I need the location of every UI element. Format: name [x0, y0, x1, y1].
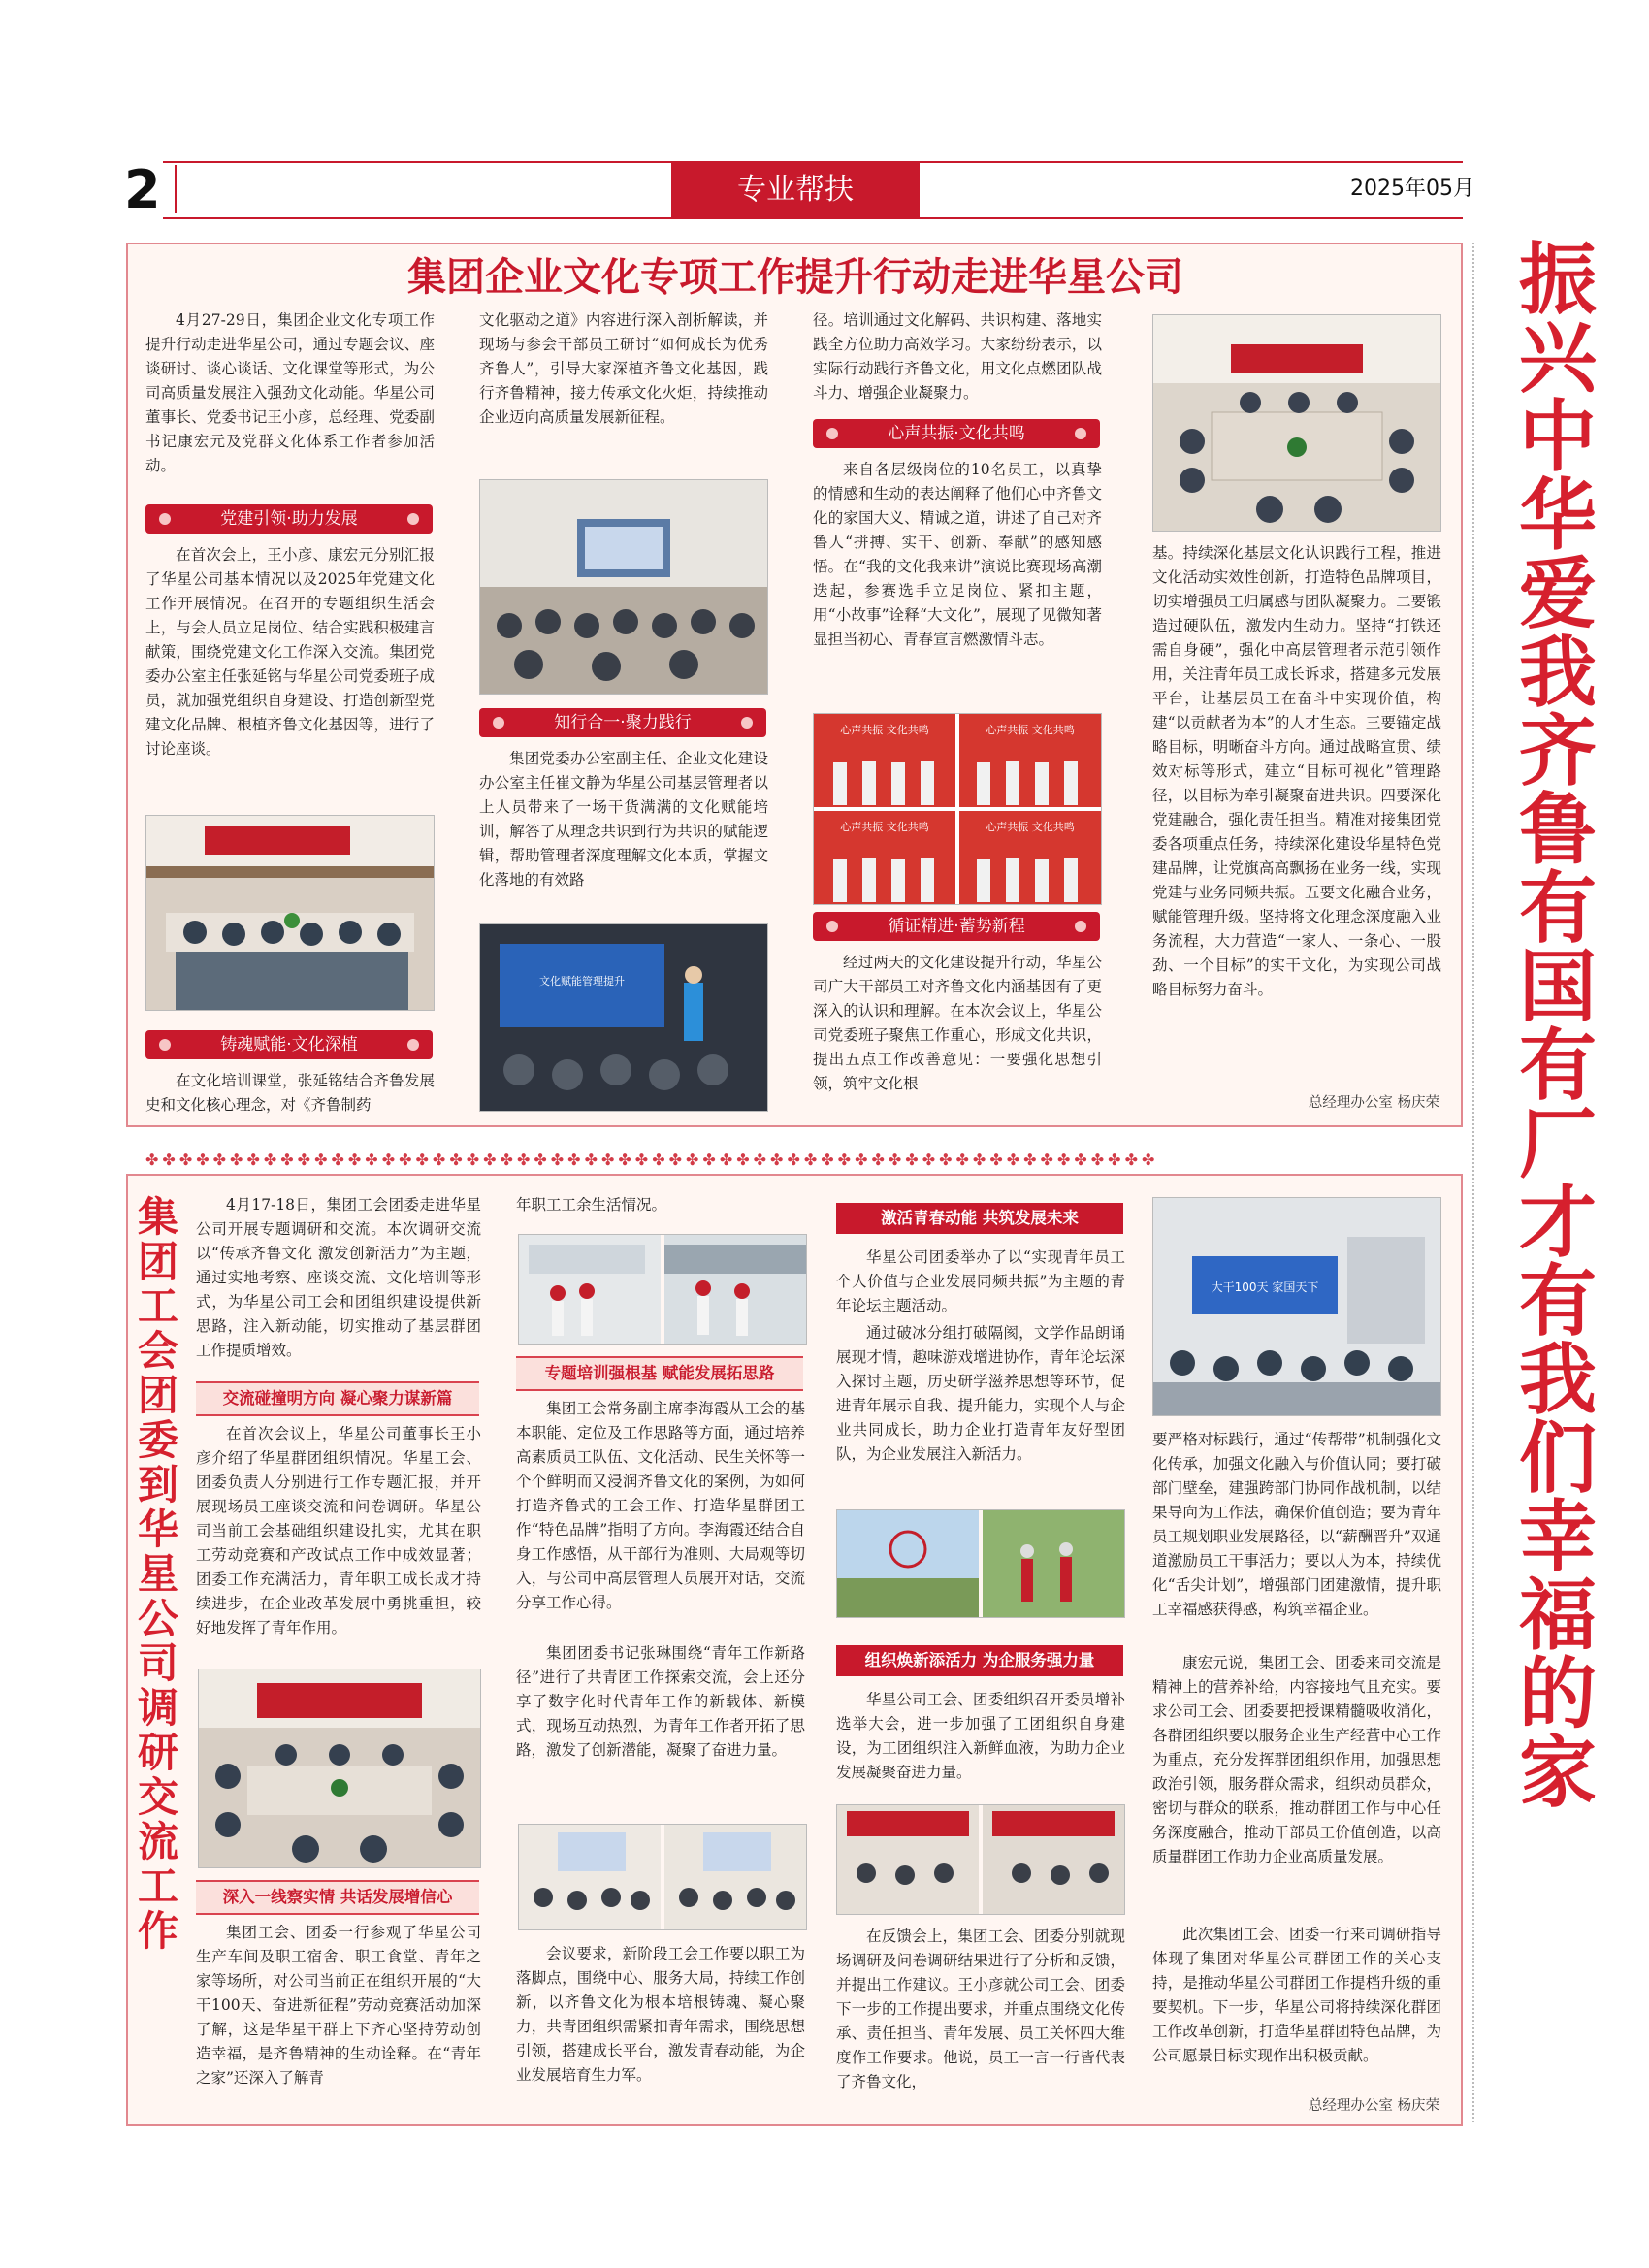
article1-paragraph: 基。持续深化基层文化认识践行工程，推进文化活动实效性创新，打造特色品牌项目，切实增强员工归属感与团队凝聚力。二要锻造过硬队伍，激发内生动力。坚持“打铁还需自身硬”，强化中高层管理者示范引领作用，关注青年员工成长诉求，搭建多元发展平台，让基层员工在奋斗中实现价值，构建“以贡献者为本”的人才生态。三要锚定战略目标，明晰奋斗方向。通过战略宣贯、绩效对标等形式，建立“目标可视化”管理路径，以目标为牵引凝聚奋进共识。四要深化党建融合，强化责任担当。精准对接集团党委各项重点任务，持续深化建设华星特色党建品牌，让党旗高高飘扬在业务一线，实现党建与业务同频共振。五要文化融合业务，赋能管理升级。坚持将文化理念深度融入业务流程，大力营造“一家人、一条心、一股劲、一个目标”的实干文化，为实现公司战略目标努力奋斗。 — [1152, 544, 1441, 998]
award-banner-text: 心声共振 文化共鸣 — [840, 724, 929, 736]
award-ceremony-image — [814, 714, 1101, 904]
vertical-slogan: 振兴中华 爱我齐鲁 有国有厂才有我们幸福的家 — [1519, 234, 1597, 1818]
exhibition-hall-image — [1153, 1198, 1440, 1415]
article1-photo-awards — [813, 713, 1102, 905]
article1-signature: 总经理办公室 杨庆荣 — [1308, 1095, 1439, 1111]
article2-subhead: 激活青春动能 共筑发展未来 — [836, 1203, 1123, 1234]
article1-paragraph: 在文化培训课堂，张延铭结合齐鲁发展史和文化核心理念，对《齐鲁制药 — [146, 1072, 435, 1114]
article1-paragraph: 集团党委办公室副主任、企业文化建设办公室主任崔文静为华星公司基层管理者以上人员带来了一场干货满满的文化赋能培训，解答了从理念共识到行为共识的赋能逻辑，帮助管理者深度理解文化本质，掌握文化落地的有效路 — [479, 750, 768, 889]
election-meeting-image — [837, 1805, 1124, 1914]
award-banner-text: 心声共振 文化共鸣 — [986, 724, 1075, 736]
article2-subhead: 深入一线察实情 共话发展增信心 — [196, 1880, 479, 1915]
article1-paragraph: 来自各层级岗位的10名员工，以真挚的情感和生动的表达阐释了他们心中齐鲁文化的家国大义、精诚之道，讲述了自己对齐鲁人“拼搏、实干、创新、奉献”的感知感悟。在“我的文化我来讲”演说比赛现场高潮迭起，参赛选手立足岗位、紧扣主题，用“小故事”诠释“大文化”，展现了见微知著显担当初心、青春宣言燃激情斗志。 — [813, 461, 1102, 648]
article1-subhead: 党建引领·助力发展 — [146, 504, 433, 534]
article1-paragraph: 径。培训通过文化解码、共识构建、落地实践全方位助力高效学习。大家纷纷表示，以实际行动践行齐鲁文化，用文化点燃团队战斗力、增强企业凝聚力。 — [813, 311, 1102, 402]
section-tab: 专业帮扶 — [671, 161, 920, 219]
lecture-image — [480, 924, 767, 1111]
article1-subhead: 心声共振·文化共鸣 — [813, 419, 1100, 448]
article1-title: 集团企业文化专项工作提升行动走进华星公司 — [407, 255, 1183, 300]
issue-date: 2025年05月 — [1350, 177, 1474, 201]
article2-paragraph: 4月17-18日，集团工会团委走进华星公司开展专题调研和交流。本次调研交流以“传承齐鲁文化 激发创新活力”为主题，通过实地考察、座谈交流、文化培训等形式，为华星公司工会和团组织建设提供新思路，注入新动能，切实推动了基层群团工作提质增效。 — [196, 1196, 481, 1359]
article1-subhead: 知行合一·聚力践行 — [479, 708, 766, 737]
slogan-divider — [1472, 243, 1474, 2122]
article2-paragraph: 华星公司团委举办了以“实现青年员工个人价值与企业发展同频共振”为主题的青年论坛主题活动。 — [836, 1248, 1125, 1314]
article1-photo-meeting — [146, 815, 435, 1011]
article2-paragraph: 此次集团工会、团委一行来司调研指导体现了集团对华星公司群团工作的关心支持，是推动华星公司群团工作提档升级的重要契机。下一步，华星公司将持续深化群团工作改革创新，打造华星群团特色品牌，为公司愿景目标实现作出积极贡献。 — [1152, 1926, 1441, 2064]
article1-subhead: 循证精进·蓄势新程 — [813, 912, 1100, 941]
article2-paragraph: 在反馈会上，集团工会、团委分别就现场调研及问卷调研结果进行了分析和反馈，并提出工作建议。王小彦就公司工会、团委下一步的工作提出要求，并重点围绕文化传承、责任担当、青年发展、员工关怀四大维度作工作要求。他说，员工一言一行皆代表了齐鲁文化， — [836, 1928, 1125, 2090]
award-banner-text: 心声共振 文化共鸣 — [840, 821, 929, 833]
article2-photo-training — [518, 1824, 807, 1930]
article1-paragraph: 4月27-29日，集团企业文化专项工作提升行动走进华星公司，通过专题会议、座谈研讨、谈心谈话、文化课堂等形式，为公司高质量发展注入强劲文化动能。华星公司董事长、党委书记王小彦，总经理、党委副书记康宏元及党群文化体系工作者参加活动。 — [146, 311, 435, 474]
article2-paragraph: 集团工会常务副主席李海霞从工会的基本职能、定位及工作思路等方面，通过培养高素质员工队伍、文化活动、民生关怀等一个个鲜明而又浸润齐鲁文化的案例，为如何打造齐鲁式的工会工作、打造华星群团工作“特色品牌”指明了方向。李海霞还结合自身工作感悟，从干部行为准则、大局观等切入，与公司中高层管理人员展开对话，交流分享工作心得。 — [516, 1400, 805, 1611]
youth-activity-image — [837, 1510, 1124, 1617]
article1-subhead: 铸魂赋能·文化深植 — [146, 1030, 433, 1059]
article1-paragraph: 经过两天的文化建设提升行动，华星公司广大干部员工对齐鲁文化内涵基因有了更深入的认识和理解。在本次会议上，华星公司党委班子聚焦工作重心，形成文化共识，提出五点工作改善意见：一要强化思想引领，筑牢文化根 — [813, 954, 1102, 1092]
screen2-text: 大干100天 家国天下 — [1211, 1280, 1319, 1294]
meeting-room-image — [146, 816, 434, 1010]
article2-vertical-title: 集团工会团委到华星公司调研交流工作 — [137, 1193, 178, 1955]
article2-subhead: 交流碰撞明方向 凝心聚力谋新篇 — [196, 1381, 479, 1416]
article2-paragraph: 通过破冰分组打破隔阂，文学作品朗诵展现才情，趣味游戏增进协作，青年论坛深入探讨主题，历史研学滋养思想等环节，促进青年展示自我、提升能力，实现个人与企业共同成长，助力企业打造青年友好型团队，为企业发展注入新活力。 — [836, 1324, 1125, 1463]
article2-paragraph: 在首次会议上，华星公司董事长王小彦介绍了华星群团组织情况。华星工会、团委负责人分别进行工作专题汇报，并开展现场员工座谈交流和问卷调研。华星公司当前工会基础组织建设扎实，尤其在职工劳动竞赛和产改试点工作中成效显著；团委工作充满活力，青年职工成长成才持续进步，在企业改革发展中勇挑重担，较好地发挥了青年作用。 — [196, 1425, 481, 1636]
screen1-text: 文化赋能管理提升 — [539, 975, 625, 988]
article1-photo-training — [479, 479, 768, 695]
training-lecture-image — [519, 1825, 806, 1929]
article2-photo-election — [836, 1804, 1125, 1915]
symposium-image — [199, 1669, 480, 1867]
article1-paragraph: 在首次会上，王小彦、康宏元分别汇报了华星公司基本情况以及2025年党建文化工作开展情况。在召开的专题组织生活会上，与会人员立足岗位、结合实践积极建言献策，围绕党建文化工作深入交流。集团党委办公室主任张延铭与华星公司党委班子成员，就加强党组织自身建设、打造创新型党建文化品牌、根植齐鲁文化基因等，进行了讨论座谈。 — [146, 546, 435, 758]
article2-photo-youth — [836, 1509, 1125, 1618]
article2-subhead: 组织焕新添活力 为企服务强力量 — [836, 1645, 1123, 1676]
article2-photo-meeting — [198, 1669, 481, 1868]
article2-photo-workshop — [518, 1234, 807, 1345]
page-number: 2 — [124, 159, 161, 220]
article2-photo-hall — [1152, 1197, 1441, 1416]
article2-signature: 总经理办公室 杨庆荣 — [1308, 2098, 1439, 2114]
article2-paragraph: 会议要求，新阶段工会工作要以职工为落脚点，围绕中心、服务大局，持续工作创新，以齐鲁文化为根本培根铸魂、凝心聚力，共青团组织需紧扣青年需求，围绕思想引领，搭建成长平台，激发青春动能，为企业发展培育生力军。 — [516, 1945, 805, 2084]
article2-paragraph: 华星公司工会、团委组织召开委员增补选举大会，进一步加强了工团组织自身建设，为工团组织注入新鲜血液，为助力企业发展凝聚奋进力量。 — [836, 1691, 1125, 1781]
article2-subhead: 专题培训强根基 赋能发展拓思路 — [516, 1356, 803, 1391]
article2-paragraph: 年职工工余生活情况。 — [516, 1196, 667, 1214]
conference-room-image — [1153, 315, 1440, 531]
award-banner-text: 心声共振 文化共鸣 — [986, 821, 1075, 833]
header-divider — [175, 165, 177, 213]
article2-paragraph: 集团团委书记张琳围绕“青年工作新路径”进行了共青团工作探索交流，会上还分享了数字化时代青年工作的新载体、新模式，现场互动热烈，为青年工作者开拓了思路，激发了创新潜能，凝聚了奋进力量。 — [516, 1644, 805, 1759]
article-divider: ✤✤✤✤✤✤✤✤✤✤✤✤✤✤✤✤✤✤✤✤✤✤✤✤✤✤✤✤✤✤✤✤✤✤✤✤✤✤✤✤✤✤✤✤✤✤✤✤✤✤✤✤✤✤✤✤✤✤✤✤ — [146, 1150, 1159, 1169]
article2-paragraph: 集团工会、团委一行参观了华星公司生产车间及职工宿舍、职工食堂、青年之家等场所，对公司当前正在组织开展的“大干100天、奋进新征程”劳动竞赛活动加深了解，这是华星干群上下齐心坚持劳动创造幸福，是齐鲁精神的生动诠释。在“青年之家”还深入了解青 — [196, 1924, 481, 2087]
article2-paragraph: 康宏元说，集团工会、团委来司交流是精神上的营养补给，内容接地气且充实。要求公司工会、团委要把授课精髓吸收消化，各群团组织要以服务企业生产经营中心工作为重点，充分发挥群团组织作用，加强思想政治引领，服务群众需求，组织动员群众，密切与群众的联系，推动群团工作与中心任务深度融合，推动干部员工价值创造，以高质量群团工作助力企业高质量发展。 — [1152, 1654, 1441, 1865]
article1-photo-forum — [1152, 314, 1441, 532]
article1-photo-lecture — [479, 923, 768, 1112]
article1-paragraph: 文化驱动之道》内容进行深入剖析解读，并现场与参会干部员工研讨“如何成长为优秀齐鲁人”，引导大家深植齐鲁文化基因，践行齐鲁精神，接力传承文化火炬，持续推动企业迈向高质量发展新征程。 — [479, 311, 768, 426]
article2-paragraph: 要严格对标践行，通过“传帮带”机制强化文化传承，加强文化融入与价值认同；要打破部门壁垒，建强跨部门协同作战机制，以结果导向为工作法，确保价值创造；要为青年员工规划职业发展路径，以“薪酬晋升”双通道激励员工干事活力；要以人为本，持续优化“舌尖计划”，增强部门团建激情，提升职工幸福感获得感，构筑幸福企业。 — [1152, 1431, 1441, 1618]
workshop-visit-image — [519, 1235, 806, 1344]
training-class-image — [480, 480, 767, 694]
